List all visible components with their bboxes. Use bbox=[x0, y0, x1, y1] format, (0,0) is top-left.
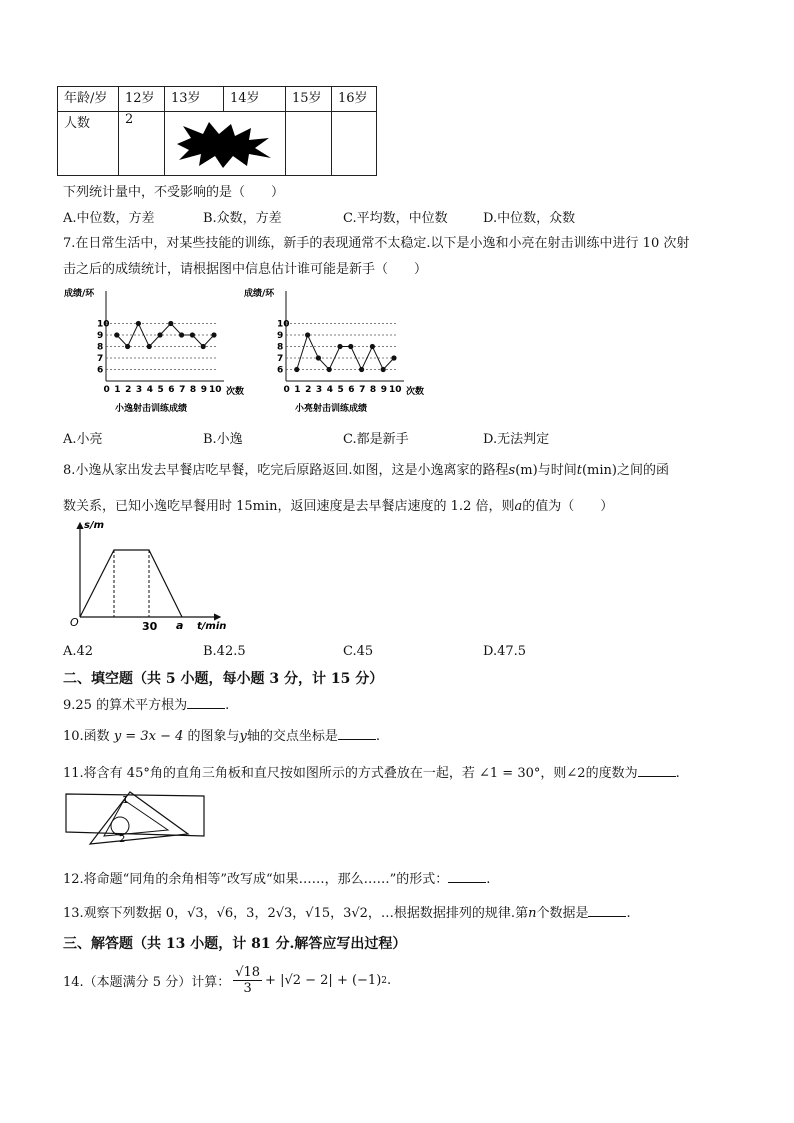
triangle-hole bbox=[111, 817, 129, 835]
q6-option-a: A.中位数，方差 bbox=[63, 211, 155, 226]
q8-text: 与时间 bbox=[537, 463, 577, 478]
q14-denominator: 3 bbox=[243, 981, 252, 996]
q8-text: 数关系，已知小逸吃早餐用时 15min，返回速度是去早餐店速度的 1.2 倍，则 bbox=[63, 499, 515, 514]
chart-point bbox=[294, 367, 299, 372]
chart-x-tick-label: 1 bbox=[114, 385, 121, 395]
age-table bbox=[57, 86, 377, 176]
ink-blot-icon bbox=[169, 120, 279, 170]
chart-ylabel: 成绩/环 bbox=[244, 289, 275, 299]
q14-prefix: 14.（本题满分 5 分）计算： bbox=[63, 975, 231, 990]
y-axis-label: s/m bbox=[84, 520, 105, 531]
q7-option-c: C.都是新手 bbox=[343, 432, 409, 447]
answer-blank bbox=[338, 729, 376, 740]
chart-y-tick-label: 10 bbox=[277, 319, 290, 330]
q8-var-s: s bbox=[508, 463, 516, 478]
table-header-cell: 12岁 bbox=[119, 87, 165, 112]
chart-point bbox=[136, 321, 141, 326]
table-row-label: 人数 bbox=[58, 112, 119, 176]
chart-x-tick-label: 2 bbox=[125, 385, 132, 395]
q7-option-a: A.小亮 bbox=[63, 432, 103, 447]
answer-blank bbox=[448, 872, 486, 883]
q8-var-t: t bbox=[576, 463, 582, 478]
chart-y-tick-label: 9 bbox=[277, 331, 284, 341]
q9: 9.25 的算术平方根为 . bbox=[63, 698, 230, 713]
chart-title: 小亮射击训练成绩 bbox=[295, 404, 368, 414]
chart-x-tick-label: 6 bbox=[168, 385, 175, 395]
chart-x-tick-label: 3 bbox=[135, 385, 143, 395]
origin-label: O bbox=[70, 616, 79, 629]
q14-expression: + |√2 − 2| + (−1) bbox=[265, 973, 382, 988]
chart-point bbox=[337, 344, 342, 349]
ink-blot-cell bbox=[165, 112, 286, 176]
q14 bbox=[63, 965, 391, 996]
chart-x-tick-label: 5 bbox=[157, 385, 164, 395]
q7-option-b: B.小逸 bbox=[203, 432, 243, 447]
q11: 11.将含有 45°角的直角三角板和直尺按如图所示的方式叠放在一起，若 ∠1 = 30°，则∠2的度数为 . bbox=[63, 766, 680, 781]
chart-point bbox=[211, 332, 216, 337]
chart-point bbox=[125, 344, 130, 349]
table-header-cell: 年龄/岁 bbox=[58, 87, 119, 112]
q10: 10.函数 y = 3x − 4 的图象与y轴的交点坐标是 . bbox=[63, 729, 381, 744]
chart-x-tick-label: 3 bbox=[315, 385, 323, 395]
shooting-charts bbox=[60, 283, 425, 418]
chart-title: 小逸射击训练成绩 bbox=[115, 404, 188, 414]
chart-xiaoliang bbox=[244, 287, 424, 414]
chart-x-tick-label: 8 bbox=[369, 385, 377, 395]
chart-x-tick-label: 6 bbox=[348, 385, 355, 395]
q14-fraction bbox=[233, 965, 262, 996]
ruler-shape bbox=[66, 794, 204, 836]
q8-text: 8.小逸从家出发去早餐店吃早餐，吃完后原路返回.如图，这是小逸离家的路程 bbox=[63, 463, 509, 478]
q13-text: 13.观察下列数据 0，√3，√6，3，2√3，√15，3√2，…根据数据排列的规律.第 bbox=[63, 906, 529, 921]
table-cell bbox=[286, 112, 332, 176]
chart-point bbox=[179, 332, 184, 337]
q10-text: 轴的交点坐标是 bbox=[246, 729, 338, 744]
chart-y-tick-label: 10 bbox=[97, 319, 110, 330]
chart-x-tick-label: 5 bbox=[337, 385, 344, 395]
chart-x-tick-label: 9 bbox=[380, 385, 387, 395]
chart-y-tick-label: 6 bbox=[97, 365, 104, 376]
table-header-cell: 16岁 bbox=[332, 87, 377, 112]
chart-point bbox=[370, 344, 375, 349]
chart-xlabel: 次数 bbox=[406, 387, 425, 397]
q6-option-b: B.众数，方差 bbox=[203, 211, 282, 226]
q8-unit-t: (min) bbox=[581, 463, 617, 478]
chart-x-tick-label: 10 bbox=[209, 385, 222, 395]
q11-angle2: ∠2 bbox=[566, 766, 586, 781]
q14-numerator: √18 bbox=[235, 965, 261, 980]
chart-point bbox=[114, 332, 119, 337]
chart-point bbox=[190, 332, 195, 337]
q8-option-b: B.42.5 bbox=[203, 644, 246, 659]
chart-point bbox=[168, 321, 173, 326]
chart-xlabel: 次数 bbox=[226, 387, 245, 397]
q11-text: 11.将含有 45°角的直角三角板和直尺按如图所示的方式叠放在一起，若 bbox=[63, 766, 475, 781]
chart-x-tick-label: 7 bbox=[359, 385, 366, 395]
x-axis-label: t/min bbox=[197, 621, 227, 632]
q7-line2: 击之后的成绩统计，请根据图中信息估计谁可能是新手（ ） bbox=[63, 262, 428, 277]
chart-point bbox=[348, 344, 353, 349]
q13-var-n: n bbox=[528, 906, 537, 921]
q10-equation: y = 3x − 4 bbox=[113, 729, 184, 744]
chart-x-tick-label: 0 bbox=[103, 385, 110, 395]
q6-question: 下列统计量中，不受影响的是（ ） bbox=[63, 185, 285, 200]
q14-exponent: 2 bbox=[381, 975, 388, 986]
q8-option-a: A.42 bbox=[63, 644, 94, 659]
q8-text: 之间的函 bbox=[616, 463, 669, 478]
q12-text: 12.将命题“同角的余角相等”改写成“如果……，那么……”的形式： bbox=[63, 872, 449, 887]
chart-x-tick-label: 8 bbox=[189, 385, 197, 395]
answer-blank bbox=[638, 766, 676, 777]
q6-option-c: C.平均数，中位数 bbox=[343, 211, 448, 226]
section-3-heading: 三、解答题（共 13 小题，计 81 分.解答应写出过程） bbox=[63, 936, 407, 952]
q9-text: 9.25 的算术平方根为 bbox=[63, 698, 188, 713]
chart-point bbox=[316, 355, 321, 360]
chart-y-tick-label: 8 bbox=[277, 342, 284, 353]
q11-text: ，则 bbox=[540, 766, 567, 781]
q13-text: 个数据是 bbox=[536, 906, 589, 921]
chart-x-tick-label: 1 bbox=[294, 385, 301, 395]
q8-var-a: a bbox=[514, 499, 523, 514]
q6-option-d: D.中位数，众数 bbox=[483, 211, 576, 226]
chart-point bbox=[201, 344, 206, 349]
chart-x-tick-label: 10 bbox=[389, 385, 402, 395]
chart-point bbox=[391, 355, 396, 360]
q13: 13.观察下列数据 0，√3，√6，3，2√3，√15，3√2，…根据数据排列的规律.第n个数据是 . bbox=[63, 906, 631, 921]
chart-y-tick-label: 6 bbox=[277, 365, 284, 376]
table-cell: 2 bbox=[119, 112, 165, 176]
q8-option-d: D.47.5 bbox=[483, 644, 527, 659]
table-header-cell: 14岁 bbox=[224, 87, 286, 112]
chart-y-tick-label: 7 bbox=[97, 354, 104, 364]
q10-var-y: y bbox=[239, 729, 247, 744]
q11-angle1: ∠1 = 30° bbox=[479, 766, 541, 781]
answer-blank bbox=[187, 698, 225, 709]
q7-option-d: D.无法判定 bbox=[483, 432, 550, 447]
chart-x-tick-label: 9 bbox=[200, 385, 207, 395]
chart-point bbox=[305, 332, 310, 337]
chart-y-tick-label: 8 bbox=[97, 342, 104, 353]
graph-line bbox=[80, 550, 182, 617]
q10-text: 10.函数 bbox=[63, 729, 110, 744]
chart-x-tick-label: 2 bbox=[305, 385, 312, 395]
q12: 12.将命题“同角的余角相等”改写成“如果……，那么……”的形式： . bbox=[63, 872, 491, 887]
q7-line1: 7.在日常生活中，对某些技能的训练，新手的表现通常不太稳定.以下是小逸和小亮在射击训练中进行 10 次射 bbox=[63, 236, 690, 251]
chart-point bbox=[359, 367, 364, 372]
tick-a-label: a bbox=[176, 619, 184, 632]
q8-option-c: C.45 bbox=[343, 644, 374, 659]
q8-line1 bbox=[63, 459, 669, 478]
q8-line2 bbox=[63, 495, 613, 514]
table-cell bbox=[332, 112, 377, 176]
chart-ylabel: 成绩/环 bbox=[64, 289, 95, 299]
triangle-inner bbox=[104, 800, 168, 836]
chart-point bbox=[327, 367, 332, 372]
chart-point bbox=[381, 367, 386, 372]
angle-1-label: 1 bbox=[122, 795, 129, 806]
chart-point bbox=[157, 332, 162, 337]
chart-x-tick-label: 4 bbox=[326, 385, 333, 395]
chart-xiaoyi bbox=[64, 287, 244, 414]
ruler-triangle-figure bbox=[64, 790, 209, 848]
angle-2-label: 2 bbox=[119, 834, 126, 845]
chart-x-tick-label: 4 bbox=[146, 385, 153, 395]
table-header-cell: 15岁 bbox=[286, 87, 332, 112]
section-2-heading: 二、填空题（共 5 小题，每小题 3 分，计 15 分） bbox=[63, 671, 384, 687]
chart-series-line bbox=[297, 335, 394, 370]
q11-text: 的度数为 bbox=[585, 766, 638, 781]
chart-y-tick-label: 9 bbox=[97, 331, 104, 341]
q14-end: . bbox=[387, 973, 392, 988]
tick-30-label: 30 bbox=[142, 620, 158, 633]
distance-time-graph bbox=[60, 518, 230, 636]
q8-unit-s: (m) bbox=[515, 463, 538, 478]
q8-text: 的值为（ ） bbox=[522, 499, 614, 514]
answer-blank bbox=[588, 906, 626, 917]
q10-text: 的图象与 bbox=[187, 729, 240, 744]
chart-x-tick-label: 0 bbox=[283, 385, 290, 395]
chart-y-tick-label: 7 bbox=[277, 354, 284, 364]
chart-point bbox=[147, 344, 152, 349]
chart-x-tick-label: 7 bbox=[179, 385, 186, 395]
table-header-cell: 13岁 bbox=[165, 87, 224, 112]
